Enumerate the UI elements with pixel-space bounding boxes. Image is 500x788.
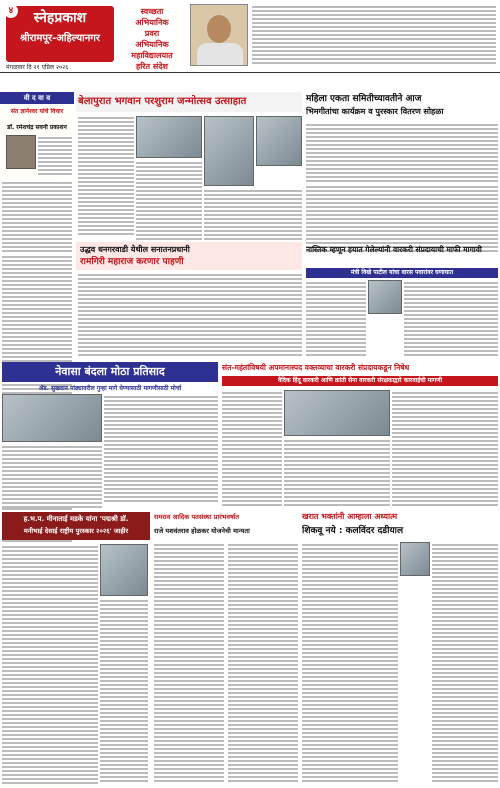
nevasa-headline: नेवासा बंदला मोठा प्रतिसाद	[2, 362, 218, 382]
kharat-text	[432, 542, 498, 784]
masthead-column-text	[252, 4, 496, 66]
masthead-rule	[0, 72, 500, 73]
kharat-headline: शिकवू नये : कलविंदर दडीयाल	[302, 526, 404, 536]
parshuram-photo	[136, 116, 202, 158]
sant-text	[222, 390, 282, 508]
ramgiri-headline: रामगिरी महाराज करणार पाहणी	[80, 257, 184, 267]
meenatai-photo	[100, 544, 148, 596]
parshuram-text	[78, 115, 134, 235]
sant-headline: संत-महंतांविषयी अपमानास्पद वक्तव्याचा वारकरी संप्रदायकडून निषेध	[222, 363, 410, 372]
kharat-text	[302, 542, 398, 784]
kharat-photo	[400, 542, 430, 576]
parshuram-headline: बेलापुरात भगवान परशुराम जन्मोत्सव उत्साहात	[78, 96, 247, 107]
ramrao-text	[228, 542, 298, 784]
mahila-headline: भिमगीतांचा कार्यक्रम व पुरस्कार वितरण सोहळा	[306, 107, 444, 116]
meenatai-headline: मनीभाई देसाई राष्ट्रीय पुरस्कार २०२६' जाहीर	[23, 527, 129, 535]
issue-number: ४	[4, 4, 18, 18]
mahila-text	[306, 122, 498, 182]
left-column-banner: वी द वा व	[0, 92, 74, 104]
sant-subhead: वैदिक हिंदू वारकरी आणि क्रांती सेना वारकरी संरक्षकाद्वारे कारवाईची मागणी	[222, 376, 498, 386]
slogan-line: अभियानिक	[135, 18, 169, 27]
masthead-photo	[190, 4, 248, 66]
sant-photo	[284, 390, 390, 436]
nevasa-subhead: ॲड. सुखदान पांढ्यावरील गुन्हा मागे घेण्यासाठी मागणीसाठी मोर्चा	[38, 385, 182, 392]
sant-text	[284, 438, 390, 508]
parshuram-text	[204, 188, 302, 240]
nevasa-text	[2, 444, 102, 508]
nastik-text	[306, 280, 366, 358]
nevasa-photo	[2, 394, 102, 442]
sant-text	[392, 390, 498, 508]
masthead-slogan	[118, 6, 186, 72]
parshuram-text	[136, 160, 202, 240]
slogan-line: प्रवरा	[144, 29, 160, 38]
left-column-text	[38, 135, 72, 175]
nastik-subhead: मंत्री विखे पाटील यांचा वारस पवारांवर घणाघात	[306, 268, 498, 278]
left-column-photo	[6, 135, 36, 169]
masthead	[0, 0, 500, 74]
slogan-line: अभियानिक	[135, 40, 169, 49]
newspaper-subtitle: श्रीरामपूर-अहिल्यानगर	[19, 33, 101, 44]
ramrao-headline: रामराव आदिक पतसंस्था प्रारंभवर्षात	[154, 513, 240, 521]
newspaper-title: स्नेहप्रकाश	[33, 10, 87, 26]
left-column-headline: संत ज्ञानेश्वर यांचे विचार	[10, 108, 64, 115]
nevasa-text	[104, 394, 218, 504]
meenatai-headline: ह.भ.प. मीनाताई मडके यांना 'पद्मश्री डॉ.	[23, 515, 129, 523]
nastik-photo	[368, 280, 402, 314]
date-line: मंगळवार दि २१ एप्रिल २०२६	[6, 64, 69, 71]
meenatai-text	[100, 598, 148, 784]
mahila-headline: महिला एकता समितीच्यावतीने आज	[306, 94, 422, 104]
parshuram-photo	[256, 116, 302, 166]
nastik-headline: नास्तिक म्हणून हयात गेलेल्यांनी वारकरी संप्रदायाची माफी मागावी	[306, 245, 482, 254]
ramgiri-text	[78, 272, 302, 358]
slogan-line: हरित संदेश	[135, 62, 169, 71]
nastik-text	[404, 280, 498, 358]
ramrao-text	[154, 542, 224, 784]
kharat-headline: खरात भक्तांनी आम्हाला अध्यात्म	[302, 512, 398, 521]
ramgiri-headline: उद्धव धनगरवाडी येथील सनातनप्रधानी	[80, 245, 190, 254]
left-column-subhead: डॉ. रमेशचंद्र सवनी प्रकाशन	[7, 124, 67, 131]
slogan-line: महाविद्यालयात	[131, 51, 173, 60]
slogan-line: स्वच्छता	[140, 7, 164, 16]
ramrao-headline: राजे यशवंतराव होळकर योजनेची मान्यता	[154, 527, 250, 535]
parshuram-photo	[204, 116, 254, 186]
meenatai-text	[2, 544, 98, 784]
